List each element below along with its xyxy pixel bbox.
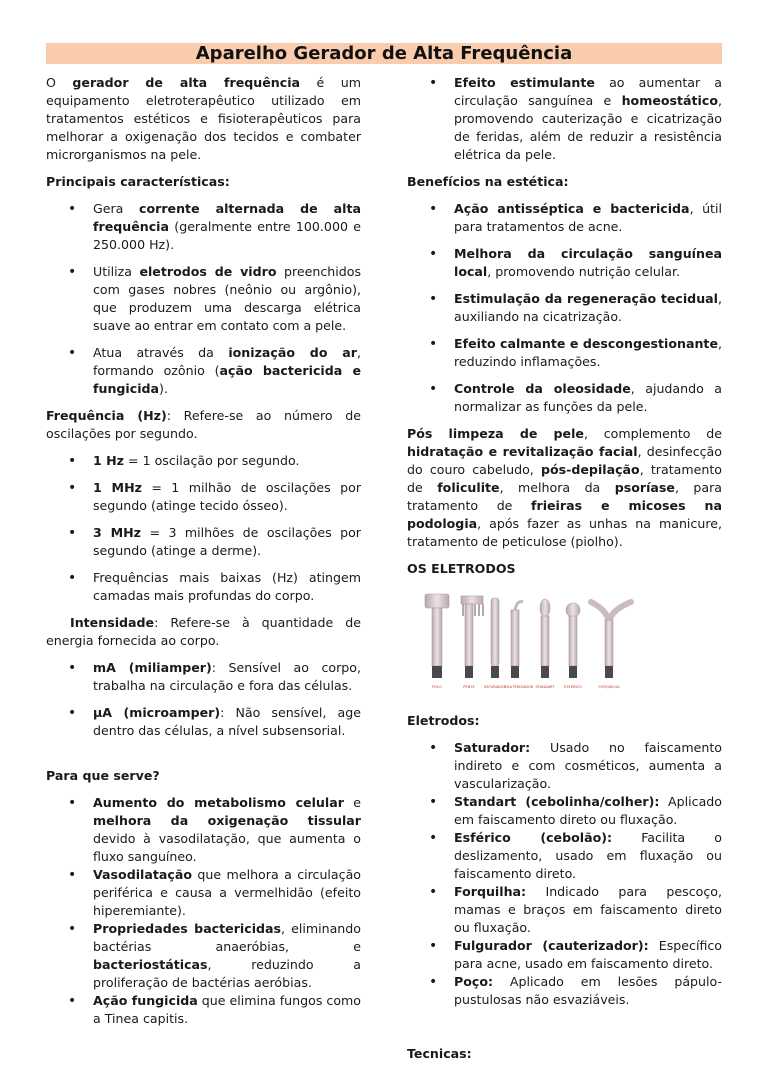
tecnicas-heading: Tecnicas: <box>407 1046 472 1061</box>
standart-electrode-icon <box>540 599 550 678</box>
list-item: • 3 MHz = 3 milhões de oscilações por segundo (atinge a derme). <box>46 524 361 560</box>
eletrodos-image <box>411 588 636 698</box>
para-que-serve-list <box>46 794 361 1028</box>
list-item: • Efeito calmante e descongestionante, reduzindo inflamações. <box>407 335 722 371</box>
list-item: • Estimulação da regeneração tecidual, auxiliando na cicatrização. <box>407 290 722 326</box>
principais-list <box>46 200 361 398</box>
beneficios-list <box>407 200 722 416</box>
frequencia-paragraph: Frequência (Hz): Refere-se ao número de oscilações por segundo. <box>46 408 361 441</box>
list-item: • Saturador: Usado no faiscamento indireto e com cosméticos, aumenta a vascularização. <box>407 739 722 793</box>
para-que-serve-heading: Para que serve? <box>46 768 160 783</box>
list-item: • Fulgurador (cauterizador): Específico para acne, usado em faiscamento direto. <box>407 937 722 973</box>
pos-limpeza-paragraph: Pós limpeza de pele, complemento de hidratação e revitalização facial, desinfecção do couro cabeludo, pós-depilação, tratamento de foliculite, melhora da psoríase, para tratamento de frieiras e micoses na podologia, após fazer as unhas na manicure, tratamento de peticulose (piolho). <box>407 426 722 549</box>
intensidade-paragraph: Intensidade: Refere-se à quantidade de energia fornecida ao corpo. <box>46 615 361 648</box>
polo-electrode-icon <box>425 594 449 678</box>
intro-paragraph: O gerador de alta frequência é um equipamento eletroterapêutico utilizado em tratamentos estéticos e fisioterapêuticos para melhorar a oxigenação dos tecidos e combater microrganismos na pele. <box>46 75 361 162</box>
list-item: • Controle da oleosidade, ajudando a normalizar as funções da pele. <box>407 380 722 416</box>
intensidade-list <box>46 659 361 740</box>
list-item: • Forquilha: Indicado para pescoço, mamas e braços em faiscamento direto ou fluxação. <box>407 883 722 937</box>
cauterizador-electrode-icon <box>511 602 523 678</box>
esferico-electrode-icon <box>566 603 580 678</box>
list-item: • Propriedades bactericidas, eliminando bactérias anaeróbias, e bacteriostáticas, reduzindo a proliferação de bactérias aeróbias. <box>46 920 361 992</box>
list-item: • Ação fungicida que elimina fungos como a Tinea capitis. <box>46 992 361 1028</box>
list-item: • Utiliza eletrodos de vidro preenchidos com gases nobres (neônio ou argônio), que produzem uma descarga elétrica suave ao entrar em contato com a pele. <box>46 263 361 335</box>
label-standart: STANDART <box>535 685 555 689</box>
list-item: • Esférico (cebolão): Facilita o deslizamento, usado em fluxação ou faiscamento direto. <box>407 829 722 883</box>
beneficios-heading: Benefícios na estética: <box>407 174 569 189</box>
list-item: • Gera corrente alternada de alta frequência (geralmente entre 100.000 e 250.000 Hz). <box>46 200 361 254</box>
page-title: Aparelho Gerador de Alta Frequência <box>46 43 722 64</box>
principais-heading: Principais características: <box>46 174 230 189</box>
list-item: • Poço: Aplicado em lesões pápulo-pustulosas não esvaziáveis. <box>407 973 722 1009</box>
right-column <box>407 74 722 1072</box>
label-pente: PENTE <box>463 685 475 689</box>
forquilha-electrode-icon <box>591 602 631 678</box>
label-cauterizador: CAUTERIZADOR <box>504 685 534 689</box>
frequencia-list <box>46 452 361 605</box>
saturador-electrode-icon <box>491 598 499 678</box>
list-item: • Frequências mais baixas (Hz) atingem camadas mais profundas do corpo. <box>46 569 361 605</box>
list-item: • mA (miliamper): Sensível ao corpo, trabalha na circulação e fora das células. <box>46 659 361 695</box>
label-esferico: ESFERICO <box>564 685 582 689</box>
list-item: • 1 MHz = 1 milhão de oscilações por segundo (atinge tecido ósseo). <box>46 479 361 515</box>
list-item: • Standart (cebolinha/colher): Aplicado em faiscamento direto ou fluxação. <box>407 793 722 829</box>
os-eletrodos-heading: OS ELETRODOS <box>407 561 516 576</box>
list-item: • 1 Hz = 1 oscilação por segundo. <box>46 452 361 470</box>
list-item: • µA (microamper): Não sensível, age dentro das células, a nível subsensorial. <box>46 704 361 740</box>
list-item: • Melhora da circulação sanguínea local, promovendo nutrição celular. <box>407 245 722 281</box>
list-item: • Efeito estimulante ao aumentar a circulação sanguínea e homeostático, promovendo cauterização e cicatrização de feridas, além de reduzir a resistência elétrica da pele. <box>407 74 722 164</box>
left-column <box>46 74 361 1037</box>
label-saturador: SATURADOR <box>483 685 507 689</box>
label-forquilha: FORQUILHA <box>598 685 620 689</box>
efeito-list <box>407 74 722 164</box>
eletrodos-heading: Eletrodos: <box>407 713 480 728</box>
eletrodos-list <box>407 739 722 1009</box>
label-polo: POLO <box>432 685 442 689</box>
list-item: • Ação antisséptica e bactericida, útil para tratamentos de acne. <box>407 200 722 236</box>
list-item: • Aumento do metabolismo celular e melhora da oxigenação tissular devido à vasodilatação, que aumenta o fluxo sanguíneo. <box>46 794 361 866</box>
list-item: • Atua através da ionização do ar, formando ozônio (ação bactericida e fungicida). <box>46 344 361 398</box>
list-item: • Vasodilatação que melhora a circulação periférica e causa a vermelhidão (efeito hiperemiante). <box>46 866 361 920</box>
pente-electrode-icon <box>461 596 483 678</box>
